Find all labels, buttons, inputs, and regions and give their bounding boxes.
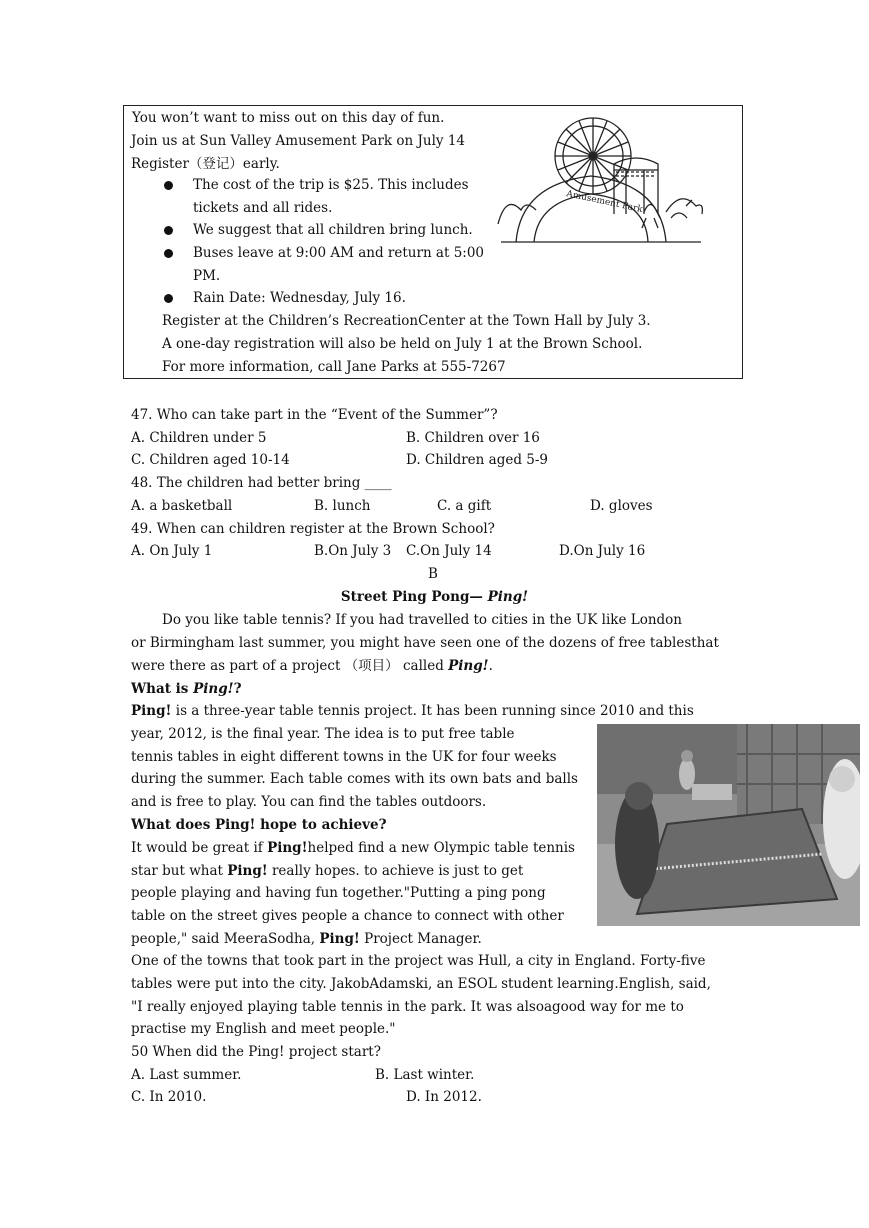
bullet-icon — [164, 181, 173, 190]
notice-footer-1: Register at the Children’s RecreationCenter at the Town Hall by July 3. — [162, 313, 651, 329]
bullet-icon — [164, 294, 173, 303]
amusement-park-illustration — [496, 114, 706, 264]
heading-hope-to-achieve: What does Ping! hope to achieve? — [131, 817, 387, 833]
p1-first-text: is a three-year table tennis project. It has been running since 2010 and this — [171, 703, 694, 719]
notice-line-3: Register（登记）early. — [131, 156, 280, 172]
question-48-stem: 48. The children had better bring ____ — [131, 475, 392, 491]
question-47-option-c: C. Children aged 10-14 — [131, 452, 290, 468]
notice-footer-2: A one-day registration will also be held on July 1 at the Brown School. — [162, 336, 643, 352]
p3-line-2: tables were put into the city. JakobAdamski, an ESOL student learning.English, said, — [131, 976, 711, 992]
question-49-option-d: D.On July 16 — [559, 543, 646, 559]
question-50-option-a: A. Last summer. — [131, 1067, 242, 1083]
p2-l5-a: people," said MeeraSodha, — [131, 931, 320, 947]
intro-line-3 — [131, 655, 493, 678]
question-50-stem: 50 When did the Ping! project start? — [131, 1044, 381, 1060]
heading-what-is-em: Ping! — [193, 681, 234, 697]
notice-footer-3: For more information, call Jane Parks at 555-7267 — [162, 359, 506, 375]
p2-line-3: people playing and having fun together."Putting a ping pong — [131, 885, 546, 901]
p2-l5-c: Project Manager. — [359, 931, 482, 947]
p1-line-5: and is free to play. You can find the tables outdoors. — [131, 794, 487, 810]
ping-pong-photo — [597, 724, 860, 926]
notice-line-1: You won’t want to miss out on this day of fun. — [132, 110, 445, 126]
p2-line-1 — [131, 837, 575, 860]
p2-l1-a: It would be great if — [131, 840, 268, 856]
p1-line-1 — [131, 700, 694, 723]
p3-line-4: practise my English and meet people." — [131, 1021, 396, 1037]
question-48-option-b: B. lunch — [314, 498, 371, 514]
p2-line-4: table on the street gives people a chance to connect with other — [131, 908, 564, 924]
question-47-option-b: B. Children over 16 — [406, 430, 540, 446]
bullet-icon — [164, 226, 173, 235]
intro-line-2: or Birmingham last summer, you might have seen one of the dozens of free tablesthat — [131, 635, 719, 651]
park-sign-text: Amusement Park — [565, 189, 644, 216]
p1-line-2: year, 2012, is the final year. The idea is to put free table — [131, 726, 515, 742]
article-title — [0, 586, 869, 609]
article-title-main: Street Ping Pong— — [340, 589, 488, 605]
article-title-em: Ping! — [487, 589, 529, 605]
question-47-stem: 47. Who can take part in the “Event of the Summer”? — [131, 407, 498, 423]
question-50-option-c: C. In 2010. — [131, 1089, 207, 1105]
question-48-option-a: A. a basketball — [131, 498, 233, 514]
question-47-option-d: D. Children aged 5-9 — [406, 452, 549, 468]
intro-end: . — [488, 658, 493, 674]
p3-line-3: "I really enjoyed playing table tennis in the park. It was alsoagood way for me to — [131, 999, 684, 1015]
intro-line-3-text: were there as part of a project （项目） called — [131, 658, 449, 674]
question-49-option-b: B.On July 3 — [314, 543, 392, 559]
notice-line-2: Join us at Sun Valley Amusement Park on July 14 — [131, 133, 465, 149]
p2-l2-a: star but what — [131, 863, 228, 879]
p2-line-2 — [131, 860, 523, 883]
p3-line-1: One of the towns that took part in the project was Hull, a city in England. Forty-five — [131, 953, 706, 969]
p2-l2-ping: Ping! — [227, 863, 268, 879]
p2-l2-c: really hopes. to achieve is just to get — [267, 863, 524, 879]
p2-l5-ping: Ping! — [319, 931, 360, 947]
bullet-icon — [164, 249, 173, 258]
question-48-option-d: D. gloves — [590, 498, 653, 514]
heading-what-is-ping — [131, 678, 241, 701]
p2-l1-ping: Ping! — [267, 840, 308, 856]
p2-l1-c: helped find a new Olympic table tennis — [307, 840, 575, 856]
question-49-stem: 49. When can children register at the Brown School? — [131, 521, 495, 537]
question-50-option-b: B. Last winter. — [375, 1067, 475, 1083]
bullet-buses-line-2: PM. — [193, 268, 221, 284]
heading-what-is-main: What is — [131, 681, 194, 697]
bullet-lunch: We suggest that all children bring lunch. — [193, 222, 473, 238]
question-49-option-c: C.On July 14 — [406, 543, 492, 559]
bullet-cost-line-1: The cost of the trip is $25. This includes — [193, 177, 469, 193]
question-48-option-c: C. a gift — [437, 498, 492, 514]
p2-line-5 — [131, 928, 482, 951]
intro-line-1: Do you like table tennis? If you had travelled to cities in the UK like London — [162, 612, 682, 628]
question-47-option-a: A. Children under 5 — [131, 430, 267, 446]
p1-line-4: during the summer. Each table comes with its own bats and balls — [131, 771, 578, 787]
section-letter: B — [428, 566, 438, 582]
p1-line-3: tennis tables in eight different towns in the UK for four weeks — [131, 749, 557, 765]
bullet-rain-date: Rain Date: Wednesday, July 16. — [193, 290, 406, 306]
question-50-option-d: D. In 2012. — [406, 1089, 482, 1105]
bullet-buses-line-1: Buses leave at 9:00 AM and return at 5:00 — [193, 245, 485, 261]
question-49-option-a: A. On July 1 — [131, 543, 213, 559]
p1-ping-bold: Ping! — [131, 703, 172, 719]
bullet-cost-line-2: tickets and all rides. — [193, 200, 333, 216]
heading-what-is-end: ? — [233, 681, 242, 697]
intro-ping-em: Ping! — [448, 658, 489, 674]
